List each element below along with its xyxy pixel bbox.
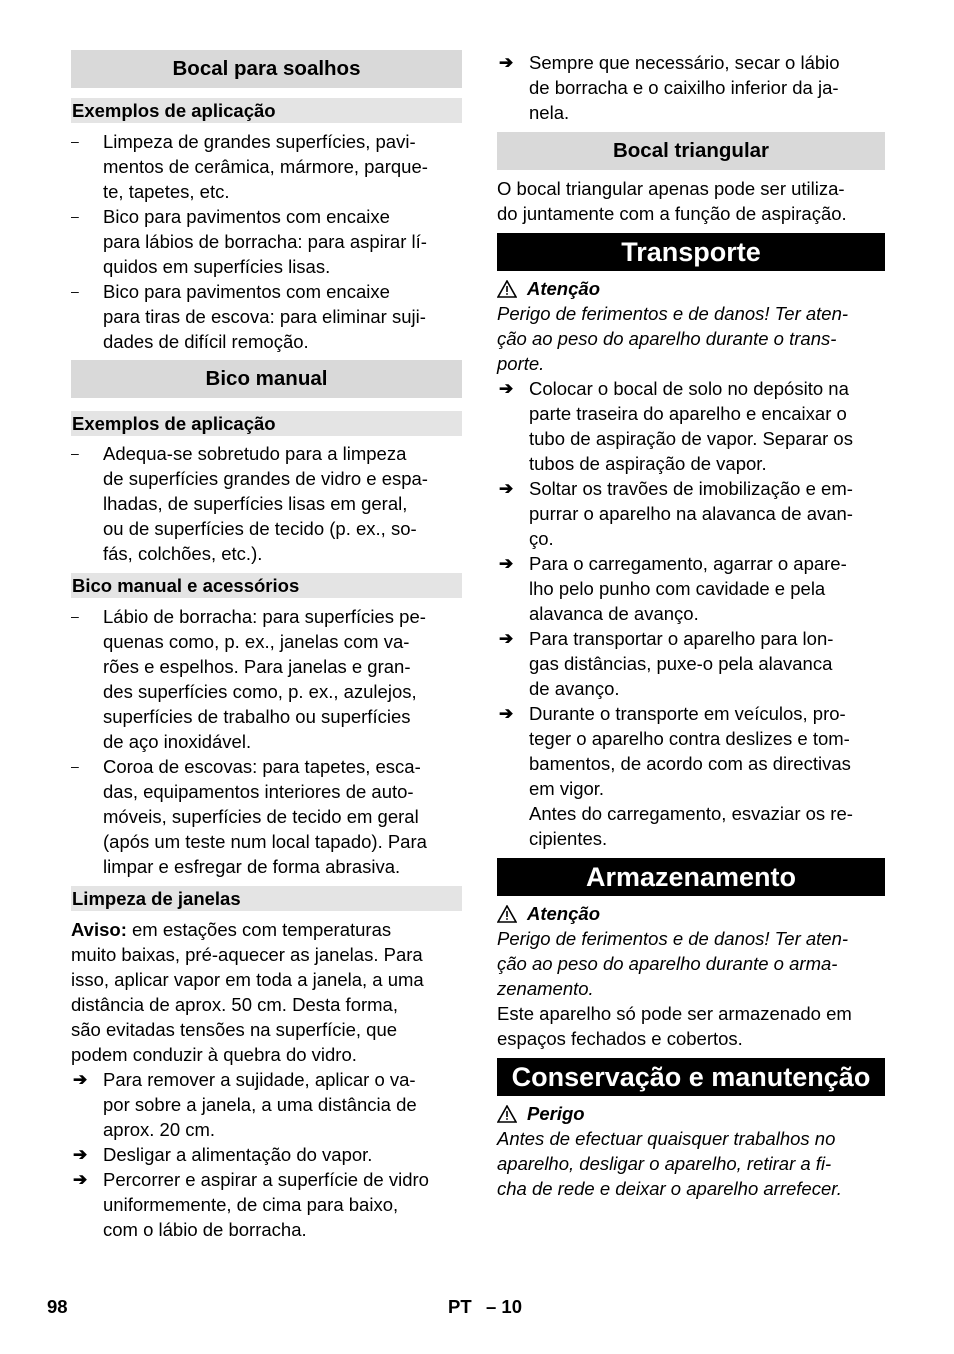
- list-item-text: Percorrer e aspirar a superfície de vidro uniformemente, de cima para baixo, com o lábio de borracha.: [103, 1169, 429, 1240]
- warning-armazenamento: [497, 901, 885, 926]
- list-limpeza-janelas: [71, 1067, 462, 1242]
- list-item: [71, 279, 462, 354]
- list-item-text: Para transportar o aparelho para lon- gas distâncias, puxe-o pela alavanca de avanço.: [529, 628, 834, 699]
- list-bocal-soalhos: [71, 129, 462, 354]
- warning-transporte: [497, 276, 885, 301]
- list-item-text: Para o carregamento, agarrar o apare- lho pelo punho com cavidade e pela alavanca de avanço.: [529, 553, 847, 624]
- list-item: [71, 604, 462, 754]
- dash-bullet-icon: –: [71, 445, 79, 461]
- left-column: [71, 50, 462, 1242]
- section-title-bico-manual: Bico manual: [71, 360, 462, 398]
- dash-bullet-icon: –: [71, 758, 79, 774]
- list-item-text: Soltar os travões de imobilização e em- purrar o aparelho na alavanca de avan- ço.: [529, 478, 853, 549]
- list-item: [71, 1067, 462, 1142]
- list-item-text: Coroa de escovas: para tapetes, esca- das, equipamentos interiores de auto- móveis, superfícies de tecido em geral (após um teste num local tapado). Para limpar e esfregar de forma abrasiva.: [103, 756, 427, 877]
- warning-armazenamento-text: Perigo de ferimentos e de danos! Ter aten- ção ao peso do aparelho durante o arma- zenamento.: [497, 928, 849, 999]
- arrow-right-icon: ➔: [499, 554, 514, 573]
- list-item-text: Bico para pavimentos com encaixe para tiras de escova: para eliminar suji- dades de difícil remoção.: [103, 281, 426, 352]
- list-item-text: Para remover a sujidade, aplicar o va- por sobre a janela, a uma distância de aprox. 20 cm.: [103, 1069, 417, 1140]
- footer-section-page: – 10: [486, 1296, 523, 1317]
- note-aviso-label: Aviso:: [71, 919, 127, 940]
- arrow-right-icon: ➔: [499, 479, 514, 498]
- arrow-right-icon: ➔: [73, 1070, 88, 1089]
- list-item: [71, 129, 462, 204]
- list-item: [71, 441, 462, 566]
- list-transporte: [497, 376, 885, 851]
- list-item: [71, 1167, 462, 1242]
- list-item: [497, 50, 885, 125]
- right-column: [497, 50, 885, 1201]
- warning-triangle-icon: [497, 905, 517, 923]
- section-title-armazenamento: Armazenamento: [497, 858, 885, 896]
- list-item: [497, 376, 885, 476]
- list-item: [71, 754, 462, 879]
- list-item: [71, 204, 462, 279]
- section-title-bocal-soalhos: Bocal para soalhos: [71, 50, 462, 88]
- dash-bullet-icon: –: [71, 283, 79, 299]
- section-title-conservacao: Conservação e manutenção: [497, 1058, 885, 1096]
- warning-transporte-text: Perigo de ferimentos e de danos! Ter aten- ção ao peso do aparelho durante o trans- porte.: [497, 303, 849, 374]
- subheading-bico-acessorios: Bico manual e acessórios: [71, 573, 462, 598]
- list-item: [71, 1142, 462, 1167]
- warning-transporte-label: Atenção: [527, 278, 600, 299]
- arrow-right-icon: ➔: [499, 379, 514, 398]
- list-item-text: Colocar o bocal de solo no depósito na parte traseira do aparelho e encaixar o tubo de aspiração de vapor. Separar os tubos de aspiração de vapor.: [529, 378, 853, 474]
- list-item-text: Sempre que necessário, secar o lábio de borracha e o caixilho inferior da ja- nela.: [529, 52, 840, 123]
- warning-triangle-icon: [497, 280, 517, 298]
- warning-triangle-icon: [497, 1105, 517, 1123]
- list-item: [497, 476, 885, 551]
- warning-conservacao-text: Antes de efectuar quaisquer trabalhos no aparelho, desligar o aparelho, retirar a fi- cha de rede e deixar o aparelho arrefecer.: [497, 1128, 842, 1199]
- section-title-transporte: Transporte: [497, 233, 885, 271]
- arrow-right-icon: ➔: [499, 704, 514, 723]
- arrow-right-icon: ➔: [73, 1170, 88, 1189]
- list-item-text: Lábio de borracha: para superfícies pe- quenas como, p. ex., janelas com va- rões e espelhos. Para janelas e gran- des superfícies como, p. ex., azulejos, superfícies de trabalho ou superfícies de aço inoxidável.: [103, 606, 426, 752]
- list-bico-acessorios: [71, 604, 462, 879]
- subheading-exemplos-1: Exemplos de aplicação: [71, 98, 462, 123]
- dash-bullet-icon: –: [71, 608, 79, 624]
- warning-armazenamento-label: Atenção: [527, 903, 600, 924]
- armazenamento-text: Este aparelho só pode ser armazenado em espaços fechados e cobertos.: [497, 1003, 852, 1049]
- list-item: [497, 701, 885, 851]
- list-item-text: Bico para pavimentos com encaixe para lábios de borracha: para aspirar lí- quidos em superfícies lisas.: [103, 206, 427, 277]
- subheading-limpeza-janelas: Limpeza de janelas: [71, 886, 462, 911]
- arrow-right-icon: ➔: [499, 53, 514, 72]
- list-item-text: Limpeza de grandes superfícies, pavi- mentos de cerâmica, mármore, parque- te, tapetes, etc.: [103, 131, 428, 202]
- dash-bullet-icon: –: [71, 133, 79, 149]
- note-aviso-text: em estações com temperaturas muito baixas, pré-aquecer as janelas. Para isso, aplicar vapor em toda a janela, a uma distância de aprox. 50 cm. Desta forma, são evitadas tensões na superfície, que podem conduzir à quebra do vidro.: [71, 919, 424, 1065]
- dash-bullet-icon: –: [71, 208, 79, 224]
- list-item-text: Durante o transporte em veículos, pro- teger o aparelho contra deslizes e tom- bamentos, de acordo com as directivas em vigor. Antes do carregamento, esvaziar os re- cipientes.: [529, 703, 853, 849]
- list-item: [497, 551, 885, 626]
- list-item: [497, 626, 885, 701]
- arrow-right-icon: ➔: [73, 1145, 88, 1164]
- list-top-step: [497, 50, 885, 125]
- list-item-text: Adequa-se sobretudo para a limpeza de superfícies grandes de vidro e espa- lhadas, de superfícies lisas em geral, ou de superfícies de tecido (p. ex., so- fás, colchões, etc.).: [103, 443, 428, 564]
- section-title-bocal-triangular: Bocal triangular: [497, 132, 885, 170]
- arrow-right-icon: ➔: [499, 629, 514, 648]
- footer-lang: PT: [448, 1296, 472, 1317]
- page-number: 98: [47, 1296, 68, 1317]
- subheading-exemplos-2: Exemplos de aplicação: [71, 411, 462, 436]
- list-bico-manual: [71, 441, 462, 566]
- note-aviso: [71, 917, 462, 1067]
- warning-conservacao-label: Perigo: [527, 1103, 585, 1124]
- list-item-text: Desligar a alimentação do vapor.: [103, 1144, 373, 1165]
- warning-conservacao: [497, 1101, 885, 1126]
- bocal-triangular-text: O bocal triangular apenas pode ser utiliza- do juntamente com a função de aspiração.: [497, 178, 847, 224]
